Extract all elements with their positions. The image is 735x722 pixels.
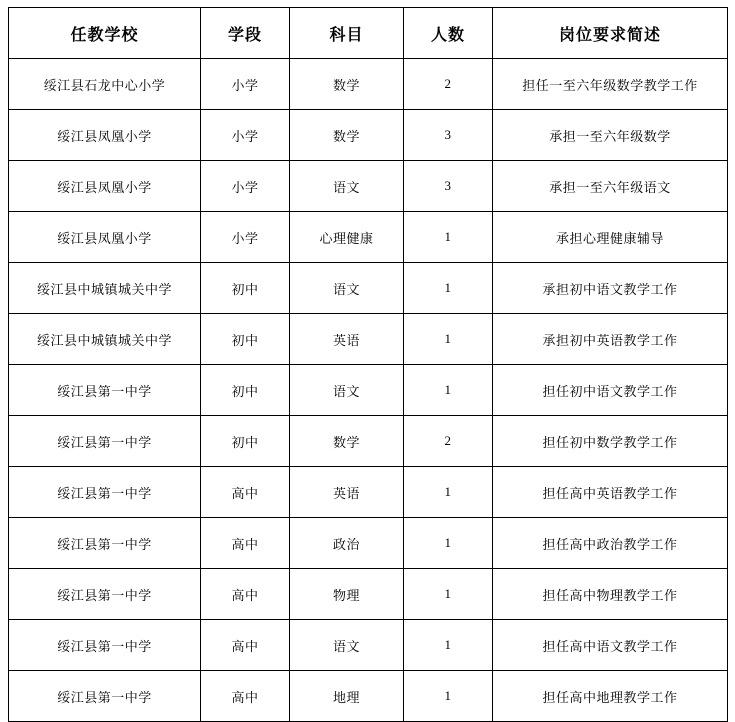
cell-stage: 高中: [201, 671, 290, 722]
cell-school: 绥江县第一中学: [9, 365, 201, 416]
cell-school: 绥江县中城镇城关中学: [9, 314, 201, 365]
cell-school: 绥江县凤凰小学: [9, 110, 201, 161]
cell-count: 3: [404, 161, 493, 212]
cell-subject: 地理: [290, 671, 404, 722]
cell-requirement: 承担一至六年级语文: [493, 161, 728, 212]
cell-stage: 小学: [201, 212, 290, 263]
table-row: [9, 620, 728, 671]
cell-requirement: 担任高中英语教学工作: [493, 467, 728, 518]
column-header-requirement: 岗位要求简述: [493, 8, 728, 59]
cell-subject: 数学: [290, 110, 404, 161]
cell-requirement: 担任初中数学教学工作: [493, 416, 728, 467]
table-row: [9, 518, 728, 569]
table-row: [9, 365, 728, 416]
cell-school: 绥江县凤凰小学: [9, 161, 201, 212]
cell-subject: 英语: [290, 314, 404, 365]
cell-stage: 小学: [201, 110, 290, 161]
table-row: [9, 212, 728, 263]
cell-subject: 语文: [290, 620, 404, 671]
table-row: [9, 569, 728, 620]
cell-stage: 高中: [201, 518, 290, 569]
cell-requirement: 担任一至六年级数学教学工作: [493, 59, 728, 110]
cell-count: 3: [404, 110, 493, 161]
cell-count: 1: [404, 518, 493, 569]
cell-requirement: 承担初中语文教学工作: [493, 263, 728, 314]
cell-subject: 数学: [290, 416, 404, 467]
cell-school: 绥江县第一中学: [9, 467, 201, 518]
cell-subject: 物理: [290, 569, 404, 620]
cell-school: 绥江县凤凰小学: [9, 212, 201, 263]
cell-requirement: 担任高中政治教学工作: [493, 518, 728, 569]
cell-count: 1: [404, 569, 493, 620]
table-row: [9, 416, 728, 467]
cell-stage: 小学: [201, 59, 290, 110]
cell-stage: 高中: [201, 620, 290, 671]
cell-subject: 政治: [290, 518, 404, 569]
cell-requirement: 承担一至六年级数学: [493, 110, 728, 161]
cell-stage: 初中: [201, 263, 290, 314]
cell-requirement: 承担初中英语教学工作: [493, 314, 728, 365]
cell-stage: 小学: [201, 161, 290, 212]
cell-subject: 语文: [290, 365, 404, 416]
cell-subject: 语文: [290, 263, 404, 314]
cell-stage: 高中: [201, 569, 290, 620]
table-body: [9, 59, 728, 722]
table-row: [9, 263, 728, 314]
cell-count: 1: [404, 620, 493, 671]
table-row: [9, 467, 728, 518]
table-row: [9, 110, 728, 161]
cell-requirement: 担任初中语文教学工作: [493, 365, 728, 416]
cell-school: 绥江县第一中学: [9, 620, 201, 671]
cell-requirement: 担任高中地理教学工作: [493, 671, 728, 722]
cell-count: 1: [404, 314, 493, 365]
cell-requirement: 担任高中语文教学工作: [493, 620, 728, 671]
cell-stage: 初中: [201, 314, 290, 365]
cell-subject: 数学: [290, 59, 404, 110]
cell-school: 绥江县中城镇城关中学: [9, 263, 201, 314]
cell-stage: 初中: [201, 416, 290, 467]
cell-count: 1: [404, 263, 493, 314]
cell-subject: 心理健康: [290, 212, 404, 263]
cell-school: 绥江县第一中学: [9, 569, 201, 620]
cell-subject: 语文: [290, 161, 404, 212]
cell-count: 2: [404, 59, 493, 110]
cell-subject: 英语: [290, 467, 404, 518]
column-header-stage: 学段: [201, 8, 290, 59]
cell-school: 绥江县第一中学: [9, 416, 201, 467]
table-row: [9, 161, 728, 212]
cell-school: 绥江县第一中学: [9, 518, 201, 569]
header-row: [9, 8, 728, 59]
column-header-count: 人数: [404, 8, 493, 59]
recruitment-table: [8, 7, 728, 722]
table-row: [9, 671, 728, 722]
cell-count: 2: [404, 416, 493, 467]
table-header: [9, 8, 728, 59]
table-row: [9, 314, 728, 365]
cell-school: 绥江县石龙中心小学: [9, 59, 201, 110]
cell-requirement: 承担心理健康辅导: [493, 212, 728, 263]
cell-count: 1: [404, 671, 493, 722]
cell-school: 绥江县第一中学: [9, 671, 201, 722]
column-header-school: 任教学校: [9, 8, 201, 59]
cell-count: 1: [404, 212, 493, 263]
cell-stage: 高中: [201, 467, 290, 518]
table-row: [9, 59, 728, 110]
cell-count: 1: [404, 467, 493, 518]
cell-count: 1: [404, 365, 493, 416]
cell-stage: 初中: [201, 365, 290, 416]
column-header-subject: 科目: [290, 8, 404, 59]
cell-requirement: 担任高中物理教学工作: [493, 569, 728, 620]
